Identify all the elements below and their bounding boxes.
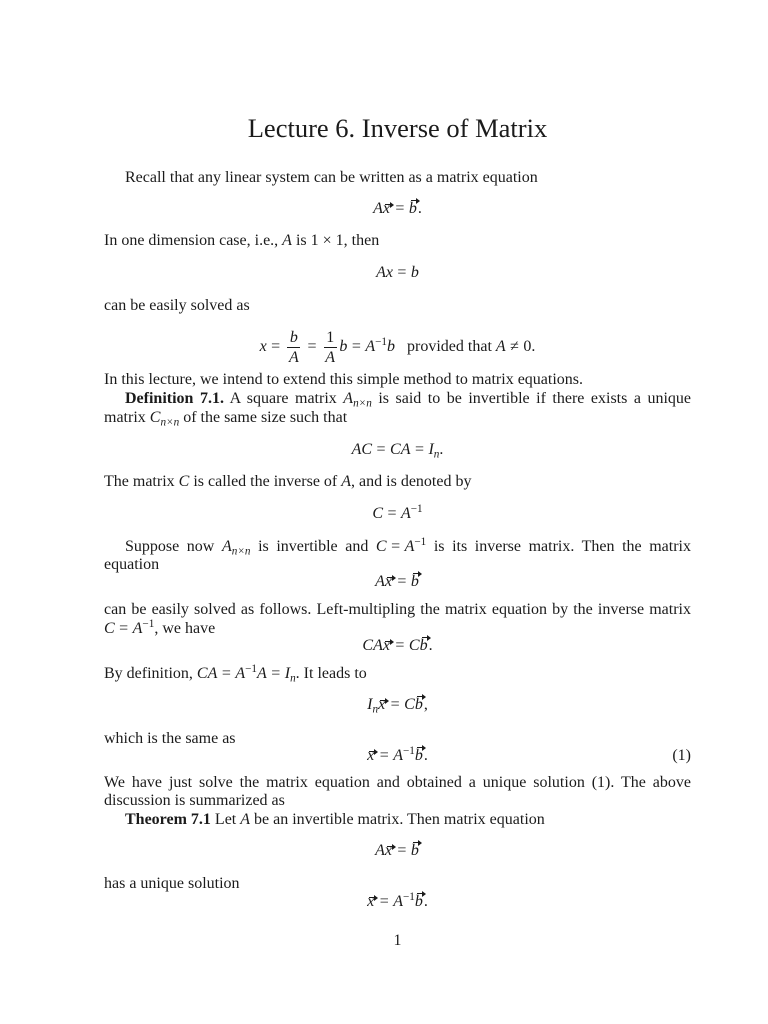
vector-symbol: x xyxy=(367,893,375,910)
equation-left-multiplied xyxy=(104,636,691,656)
math-relation: = xyxy=(379,747,389,764)
summary-line-2 xyxy=(104,791,285,811)
math-variable: A xyxy=(393,893,403,910)
math-variable: CA xyxy=(196,665,218,682)
math-relation: ≠ xyxy=(510,338,519,356)
text-run: discussion is summarized as xyxy=(104,792,285,809)
math-variable: C xyxy=(375,538,387,555)
math-variable: A xyxy=(365,338,376,356)
math-variable: A xyxy=(240,811,251,828)
math-variable: A xyxy=(393,747,403,764)
text-run: , xyxy=(423,696,428,713)
text-run: of the same size such that xyxy=(179,409,348,426)
page-title: Lecture 6. Inverse of Matrix xyxy=(247,113,548,143)
left-multiply-line-1 xyxy=(104,600,691,620)
math-variable: A xyxy=(373,200,383,217)
suppose-line-1 xyxy=(125,537,691,557)
equation-identity xyxy=(104,695,691,715)
math-variable: A xyxy=(400,505,411,522)
math-variable: A xyxy=(341,473,352,490)
math-relation: = xyxy=(221,665,231,682)
vector-symbol: b xyxy=(414,696,423,713)
math-variable: b xyxy=(339,338,348,356)
superscript: −1 xyxy=(142,617,155,630)
math-variable: C xyxy=(408,637,420,654)
vector-symbol: x xyxy=(378,696,386,713)
text-run: can be easily solved as follows. Left-multipling the matrix equation by the inverse matrix xyxy=(104,601,691,618)
fraction-numerator: b xyxy=(287,329,300,348)
subscript: n×n xyxy=(160,416,180,429)
math-variable: I xyxy=(367,696,373,713)
text-run: . xyxy=(439,441,444,458)
equation-theorem-system xyxy=(104,841,691,861)
vector-symbol: x xyxy=(367,747,375,764)
math-relation: = xyxy=(379,893,389,910)
summary-line-1 xyxy=(104,773,691,793)
text-run: is 1 × 1, then xyxy=(291,232,380,249)
math-variable: A xyxy=(235,665,246,682)
math-variable: b xyxy=(410,264,419,281)
text-run: , and is denoted by xyxy=(351,473,472,490)
vector-symbol: b xyxy=(414,747,423,764)
math-variable: CA xyxy=(362,637,383,654)
math-variable: A xyxy=(375,573,385,590)
definition-7-1-line-2 xyxy=(104,408,347,428)
bold-heading-run: Theorem 7.1 xyxy=(125,811,211,828)
math-relation: = xyxy=(307,338,317,356)
text-run: . xyxy=(417,200,422,217)
text-run: . xyxy=(423,893,428,910)
math-relation: = xyxy=(395,637,405,654)
text-run: matrix xyxy=(104,409,150,426)
math-variable: C xyxy=(178,473,190,490)
unique-solution-sentence xyxy=(104,874,240,894)
text-run: , we have xyxy=(154,620,216,637)
math-relation: = xyxy=(397,264,407,281)
math-variable: Ax xyxy=(376,264,393,281)
math-relation: = xyxy=(414,441,424,458)
one-dimension-sentence xyxy=(104,231,379,251)
equation-scalar-solution xyxy=(104,329,691,366)
text-run: . xyxy=(428,637,433,654)
math-relation: = xyxy=(119,620,129,637)
text-run: The matrix xyxy=(104,473,179,490)
superscript: −1 xyxy=(402,744,415,757)
math-relation: = xyxy=(351,338,361,356)
superscript: −1 xyxy=(414,535,427,548)
equation-inverse-definition xyxy=(104,440,691,460)
math-variable: C xyxy=(404,696,415,713)
text-run: By definition, xyxy=(104,665,197,682)
text-run: provided that xyxy=(395,338,496,356)
vector-symbol: b xyxy=(410,842,419,859)
text-run: equation xyxy=(104,556,160,573)
subscript: n xyxy=(372,703,379,716)
math-variable: A xyxy=(343,390,354,407)
equation-scalar xyxy=(104,263,691,283)
text-run: is called the inverse of xyxy=(189,473,342,490)
subscript: n xyxy=(433,448,440,461)
text-run: is said to be invertible if there exists a unique xyxy=(371,390,691,407)
fraction-denominator: A xyxy=(288,349,299,366)
math-variable: AC xyxy=(351,441,373,458)
math-variable: CA xyxy=(390,441,411,458)
extend-method-sentence xyxy=(104,370,583,390)
inverse-named-sentence xyxy=(104,472,471,492)
math-variable: A xyxy=(404,538,415,555)
text-run: Let xyxy=(210,811,241,828)
vector-symbol: b xyxy=(419,637,428,654)
fraction-denominator: A xyxy=(325,349,336,366)
math-variable: A xyxy=(221,538,232,555)
text-run: is its inverse matrix. Then the matrix xyxy=(426,538,692,555)
math-variable: b xyxy=(387,338,396,356)
math-variable: I xyxy=(428,441,434,458)
superscript: −1 xyxy=(375,336,388,349)
subscript: n×n xyxy=(231,545,251,558)
vector-symbol: x xyxy=(384,573,392,590)
equation-theorem-solution xyxy=(104,892,691,912)
vector-symbol: x xyxy=(384,842,392,859)
vector-symbol: x xyxy=(382,200,390,217)
text-run: . xyxy=(423,747,428,764)
math-variable: A xyxy=(495,338,506,356)
equation-number: (1) xyxy=(672,747,691,764)
fraction xyxy=(287,329,302,366)
math-relation: = xyxy=(397,842,407,859)
subscript: n xyxy=(290,672,296,685)
text-run: In this lecture, we intend to extend this simple method to matrix equations. xyxy=(104,371,584,388)
text-run: In one dimension case, i.e., xyxy=(104,232,283,249)
page-number: 1 xyxy=(393,932,402,949)
math-variable: C xyxy=(104,620,115,637)
text-run: 0. xyxy=(523,338,536,356)
vector-symbol: b xyxy=(408,200,417,217)
math-variable: A xyxy=(375,842,385,859)
math-relation: = xyxy=(395,200,405,217)
definition-7-1-line-1 xyxy=(125,389,691,409)
text-run: which is the same as xyxy=(104,730,236,747)
by-definition-sentence xyxy=(104,664,367,684)
math-relation: = xyxy=(271,338,281,356)
text-run: is invertible and xyxy=(250,538,376,555)
math-variable: I xyxy=(284,665,291,682)
math-relation: = xyxy=(391,538,401,555)
fraction-numerator: 1 xyxy=(324,329,337,348)
superscript: −1 xyxy=(245,662,257,675)
vector-symbol: b xyxy=(410,573,419,590)
math-relation: = xyxy=(271,665,281,682)
bold-heading-run: Definition 7.1. xyxy=(125,390,224,407)
math-relation: = xyxy=(376,441,386,458)
text-run: We have just solve the matrix equation and obtained a unique solution (1). The above xyxy=(104,774,691,791)
superscript: −1 xyxy=(410,502,423,515)
math-relation: = xyxy=(387,505,397,522)
subscript: n×n xyxy=(353,397,372,410)
vector-symbol: x xyxy=(382,637,390,654)
recall-sentence xyxy=(125,168,538,188)
math-variable: C xyxy=(372,505,383,522)
superscript: −1 xyxy=(402,890,415,903)
math-variable: C xyxy=(149,409,161,426)
equation-inverse-notation xyxy=(104,504,691,524)
text-run: be an invertible matrix. Then matrix equation xyxy=(250,811,545,828)
math-relation: = xyxy=(397,573,407,590)
text-run: A square matrix xyxy=(223,390,344,407)
text-run: has a unique solution xyxy=(104,875,240,892)
math-relation: = xyxy=(390,696,400,713)
math-variable: A xyxy=(282,232,292,249)
text-run: . It leads to xyxy=(295,665,367,682)
math-variable: A xyxy=(132,620,143,637)
equation-matrix-system xyxy=(104,199,691,219)
fraction xyxy=(323,329,338,366)
text-run: Suppose now xyxy=(125,538,222,555)
math-variable: A xyxy=(257,665,267,682)
math-variable: x xyxy=(259,338,267,356)
vector-symbol: b xyxy=(414,893,423,910)
text-run: Recall that any linear system can be written as a matrix equation xyxy=(125,169,538,186)
theorem-7-1-statement xyxy=(125,810,545,830)
equation-matrix-system-repeat xyxy=(104,572,691,592)
easily-solved-sentence xyxy=(104,296,250,316)
text-run: can be easily solved as xyxy=(104,297,250,314)
